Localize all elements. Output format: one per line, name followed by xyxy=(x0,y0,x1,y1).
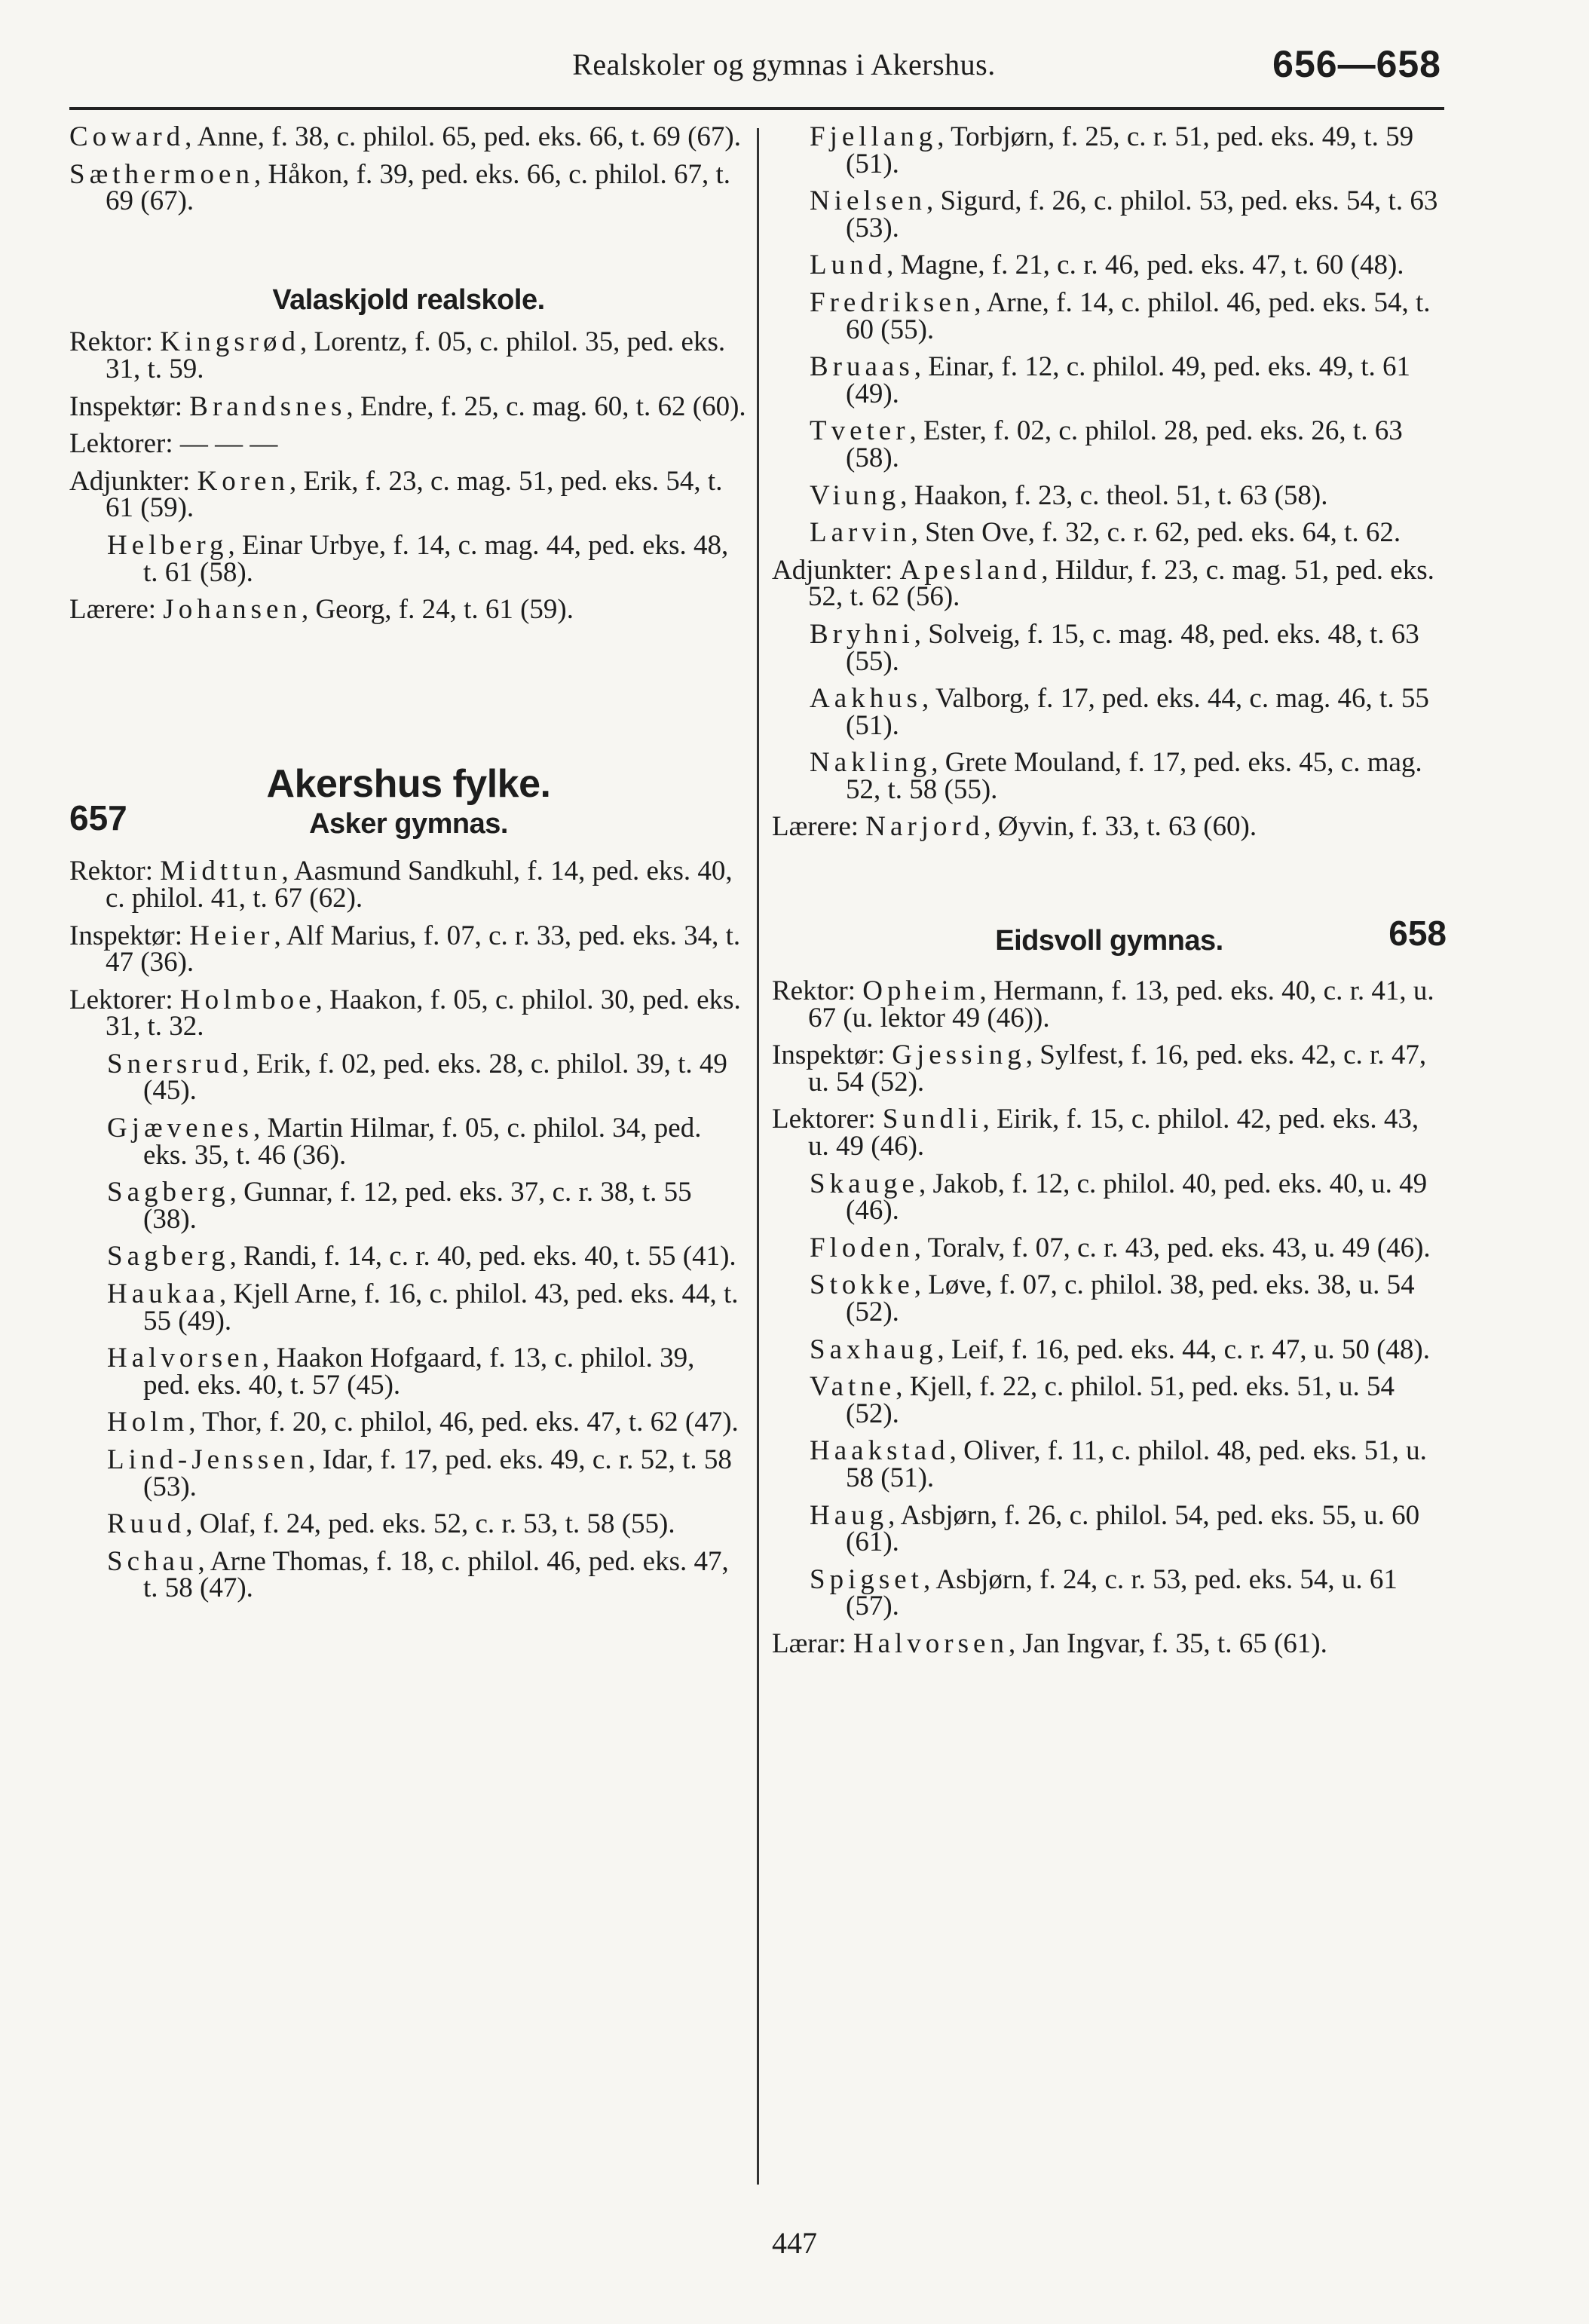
entry-rektor xyxy=(69,326,748,384)
entry-adjunkter xyxy=(69,465,748,524)
section-heading-asker xyxy=(69,798,748,844)
entry-name: Coward xyxy=(69,121,185,152)
entry-details: , Sylfest, f. 16, ped. eks. 42, c. r. 47, u. 54 (52). xyxy=(808,1040,1427,1098)
running-header-page-range: 656—658 xyxy=(1272,43,1441,85)
entry xyxy=(69,1444,748,1502)
entry-name: Haukaa xyxy=(107,1278,219,1310)
role-label: Adjunkter: xyxy=(69,465,197,497)
entry-details: , Aasmund Sandkuhl, f. 14, ped. eks. 40, c. philol. 41, t. 67 (62). xyxy=(106,856,733,914)
entry-inspektor xyxy=(69,390,748,422)
entry xyxy=(69,121,748,152)
column-divider xyxy=(757,128,759,2185)
section-title-asker: Asker gymnas. xyxy=(309,808,508,840)
entry-details: , Olaf, f. 24, ped. eks. 52, c. r. 53, t. 58 (55). xyxy=(185,1508,675,1540)
entry-name: Haug xyxy=(810,1499,889,1531)
entry-details: , Arne Thomas, f. 18, c. philol. 46, ped. eks. 47, t. 58 (47). xyxy=(143,1545,729,1604)
entry-name: Haakstad xyxy=(810,1435,950,1467)
entry-name: Midttun xyxy=(160,856,282,887)
entry-details: , Asbjørn, f. 24, c. r. 53, ped. eks. 54, u. 61 (57). xyxy=(846,1563,1398,1622)
entry-details: , Einar, f. 12, c. philol. 49, ped. eks. 49, t. 61 (49). xyxy=(846,351,1410,409)
role-label: Inspektør: xyxy=(69,920,190,951)
entry xyxy=(69,1278,748,1337)
entry-name: Lund xyxy=(810,250,887,281)
entry xyxy=(772,749,1447,803)
entry-details: , Toralv, f. 07, c. r. 43, ped. eks. 43, u. 49 (46). xyxy=(914,1232,1431,1263)
role-label: Inspektør: xyxy=(772,1040,892,1071)
role-label: Lektorer: xyxy=(69,984,180,1015)
entry-name: Stokke xyxy=(810,1269,914,1301)
section-number: 658 xyxy=(1388,914,1447,954)
entry-name: Fjellang xyxy=(810,121,938,152)
entry-details: , Eirik, f. 15, c. philol. 42, ped. eks. 43, u. 49 (46). xyxy=(808,1104,1419,1162)
entry-details: , Haakon, f. 05, c. philol. 30, ped. eks. 31, t. 32. xyxy=(106,984,741,1043)
entry xyxy=(69,1113,748,1171)
section-title-eidsvoll: Eidsvoll gymnas. xyxy=(995,925,1223,957)
entry-details: , Kjell Arne, f. 16, c. philol. 43, ped. eks. 44, t. 55 (49). xyxy=(143,1278,739,1337)
entry xyxy=(69,1343,748,1401)
entry-name: Holmboe xyxy=(179,984,316,1015)
role-label: Inspektør: xyxy=(69,390,190,422)
entry-name: Brandsnes xyxy=(189,390,347,422)
entry-laerere xyxy=(69,594,748,626)
entry-name: Halvorsen xyxy=(853,1627,1009,1659)
entry-name: Gjessing xyxy=(892,1040,1026,1071)
entry-details: , Ester, f. 02, c. philol. 28, ped. eks. 26, t. 63 (58). xyxy=(846,415,1403,473)
entry-name: Sagberg xyxy=(107,1177,230,1208)
entry-details: , Lorentz, f. 05, c. philol. 35, ped. eks. 31, t. 59. xyxy=(106,326,726,384)
entry-details: , Hermann, f. 13, ped. eks. 40, c. r. 41, u. 67 (u. lektor 49 (46)). xyxy=(808,975,1434,1033)
entry-name: Koren xyxy=(197,465,290,497)
entry xyxy=(772,286,1447,345)
entry-details: , Erik, f. 02, ped. eks. 28, c. philol. 39, t. 49 (45). xyxy=(143,1048,727,1107)
entry-details: , Asbjørn, f. 26, c. philol. 54, ped. eks. 55, u. 60 (61). xyxy=(846,1499,1420,1558)
entry-details: , Arne, f. 14, c. philol. 46, ped. eks. 54, t. 60 (55). xyxy=(846,286,1431,345)
right-column xyxy=(772,121,1447,1668)
entry xyxy=(772,351,1447,409)
section-heading-eidsvoll xyxy=(772,914,1447,963)
entry xyxy=(772,1435,1447,1493)
entry-name: Vatne xyxy=(810,1371,896,1403)
entry-details: , Valborg, f. 17, ped. eks. 44, c. mag. 46, t. 55 (51). xyxy=(846,683,1429,741)
section-number: 657 xyxy=(69,798,127,838)
entry-name: Sagberg xyxy=(107,1241,230,1272)
entry-details: , Solveig, f. 15, c. mag. 48, ped. eks. 48, t. 63 (55). xyxy=(846,618,1419,677)
entry-details: , Martin Hilmar, f. 05, c. philol. 34, ped. eks. 35, t. 46 (36). xyxy=(143,1113,702,1171)
entry-name: Skauge xyxy=(810,1168,919,1199)
entry-name: Bruaas xyxy=(810,351,914,383)
entry-name: Lind-Jenssen xyxy=(107,1444,309,1475)
entry-name: Holm xyxy=(107,1407,189,1438)
entry-name: Fredriksen xyxy=(810,286,975,318)
entry xyxy=(772,618,1447,677)
entry xyxy=(69,1545,748,1604)
entry-rektor xyxy=(772,975,1447,1033)
entry xyxy=(772,685,1447,739)
entry xyxy=(69,1508,748,1540)
page-number: 447 xyxy=(772,2226,817,2260)
entry-name: Heier xyxy=(189,920,274,951)
entry xyxy=(772,185,1447,243)
entry-name: Narjord xyxy=(865,811,984,843)
county-title: Akershus fylke. xyxy=(266,761,551,806)
entry-details: , Jakob, f. 12, c. philol. 40, ped. eks. 40, u. 49 (46). xyxy=(846,1168,1428,1226)
role-label: Lærere: xyxy=(69,594,164,626)
entry-details: , Øyvin, f. 33, t. 63 (60). xyxy=(984,811,1257,843)
entry-details: , Alf Marius, f. 07, c. r. 33, ped. eks. 34, t. 47 (36). xyxy=(106,920,741,978)
role-label: Lektorer: xyxy=(772,1104,883,1135)
entry xyxy=(772,1563,1447,1622)
entry xyxy=(69,529,748,588)
entry xyxy=(772,1499,1447,1558)
entry-details: , Torbjørn, f. 25, c. r. 51, ped. eks. 49, t. 59 (51). xyxy=(846,121,1414,179)
entry xyxy=(69,158,748,217)
entry-name: Spigset xyxy=(810,1563,923,1595)
entry-name: Halvorsen xyxy=(107,1343,263,1374)
entry-details: , Grete Mouland, f. 17, ped. eks. 45, c. mag. 52, t. 58 (55). xyxy=(846,747,1422,805)
entry xyxy=(772,1373,1447,1427)
entry-name: Floden xyxy=(810,1232,914,1263)
entry-name: Johansen xyxy=(163,594,302,626)
section-title-valaskjold: Valaskjold realskole. xyxy=(272,283,545,316)
role-label: Adjunkter: xyxy=(772,554,900,586)
role-label: Rektor: xyxy=(69,326,161,358)
entry-adjunkter xyxy=(772,554,1447,613)
entry-name: Larvin xyxy=(810,517,911,549)
entry-name: Sæthermoen xyxy=(69,158,254,190)
entry xyxy=(69,1048,748,1107)
entry-details: , Georg, f. 24, t. 61 (59). xyxy=(301,594,574,626)
entry-name: Sundli xyxy=(882,1104,983,1135)
entry-details: , Einar Urbye, f. 14, c. mag. 44, ped. eks. 48, t. 61 (58). xyxy=(143,529,729,588)
entry xyxy=(772,479,1447,511)
entry-lektorer xyxy=(772,1104,1447,1162)
entry-name: Schau xyxy=(107,1545,198,1577)
entry-name: Viung xyxy=(810,479,901,511)
entry-details: , Erik, f. 23, c. mag. 51, ped. eks. 54, t. 61 (59). xyxy=(106,465,723,524)
entry xyxy=(772,415,1447,473)
entry-details: , Jan Ingvar, f. 35, t. 65 (61). xyxy=(1008,1627,1327,1659)
entry-inspektor xyxy=(772,1040,1447,1098)
entry-details: , Magne, f. 21, c. r. 46, ped. eks. 47, t. 60 (48). xyxy=(886,250,1404,281)
entry-laerar xyxy=(772,1627,1447,1659)
entry-details: , Håkon, f. 39, ped. eks. 66, c. philol. 67, t. 69 (67). xyxy=(106,158,730,217)
entry xyxy=(772,519,1447,547)
running-header-title: Realskoler og gymnas i Akershus. xyxy=(572,47,996,81)
entry xyxy=(69,1243,748,1270)
entry-inspektor xyxy=(69,920,748,978)
entry xyxy=(69,1409,748,1436)
entry-details: , Hildur, f. 23, c. mag. 51, ped. eks. 52, t. 62 (56). xyxy=(808,554,1434,613)
entry-name: Snersrud xyxy=(107,1048,243,1079)
entry-name: Kingsrød xyxy=(160,326,300,358)
entry-details: , Randi, f. 14, c. r. 40, ped. eks. 40, t. 55 (41). xyxy=(229,1241,736,1272)
entry-details: , Haakon Hofgaard, f. 13, c. philol. 39, ped. eks. 40, t. 57 (45). xyxy=(143,1343,695,1401)
left-column xyxy=(69,121,748,1612)
entry-details: , Sigurd, f. 26, c. philol. 53, ped. eks. 54, t. 63 (53). xyxy=(846,185,1438,243)
entry-details: , Thor, f. 20, c. philol, 46, ped. eks. 47, t. 62 (47). xyxy=(188,1407,739,1438)
entry xyxy=(772,252,1447,279)
entry-name: Opheim xyxy=(862,975,980,1007)
entry-details: , Gunnar, f. 12, ped. eks. 37, c. r. 38, t. 55 (38). xyxy=(143,1177,692,1235)
entry-name: Saxhaug xyxy=(810,1333,938,1365)
entry-lektorer: Lektorer: — — — xyxy=(69,428,278,460)
entry-details: , Sten Ove, f. 32, c. r. 62, ped. eks. 64, t. 62. xyxy=(911,517,1401,549)
entry-details: , Kjell, f. 22, c. philol. 51, ped. eks. 51, u. 54 (52). xyxy=(846,1371,1395,1429)
entry-details: , Leif, f. 16, ped. eks. 44, c. r. 47, u. 50 (48). xyxy=(937,1333,1430,1365)
role-label: Lærere: xyxy=(772,811,866,843)
entry-name: Aakhus xyxy=(810,683,923,715)
entry-details: , Anne, f. 38, c. philol. 65, ped. eks. 66, t. 69 (67). xyxy=(185,121,742,152)
role-label: Rektor: xyxy=(69,856,161,887)
entry xyxy=(772,1269,1447,1327)
role-label: Rektor: xyxy=(772,975,863,1007)
entry xyxy=(772,1232,1447,1263)
entry-details: , Endre, f. 25, c. mag. 60, t. 62 (60). xyxy=(346,390,746,422)
entry-details: , Idar, f. 17, ped. eks. 49, c. r. 52, t. 58 (53). xyxy=(143,1444,732,1502)
entry-name: Tveter xyxy=(810,415,910,447)
entry-laerere xyxy=(772,811,1447,843)
entry-name: Nielsen xyxy=(810,185,927,217)
entry-details: , Løve, f. 07, c. philol. 38, ped. eks. 38, u. 54 (52). xyxy=(846,1269,1415,1327)
entry-details: , Oliver, f. 11, c. philol. 48, ped. eks. 51, u. 58 (51). xyxy=(846,1435,1427,1493)
entry-rektor xyxy=(69,856,748,914)
entry xyxy=(772,1333,1447,1365)
header-rule xyxy=(69,107,1444,110)
entry-name: Gjævenes xyxy=(107,1113,253,1144)
entry-name: Apesland xyxy=(899,554,1042,586)
entry xyxy=(772,1168,1447,1226)
role-label: Lærar: xyxy=(772,1627,853,1659)
entry-name: Bryhni xyxy=(810,618,914,650)
entry-name: Nakling xyxy=(810,747,932,779)
entry-name: Ruud xyxy=(107,1508,186,1540)
entry-details: , Haakon, f. 23, c. theol. 51, t. 63 (58). xyxy=(900,479,1328,511)
entry-name: Helberg xyxy=(107,529,228,561)
entry-lektorer xyxy=(69,984,748,1043)
entry xyxy=(772,121,1447,179)
entry xyxy=(69,1177,748,1235)
